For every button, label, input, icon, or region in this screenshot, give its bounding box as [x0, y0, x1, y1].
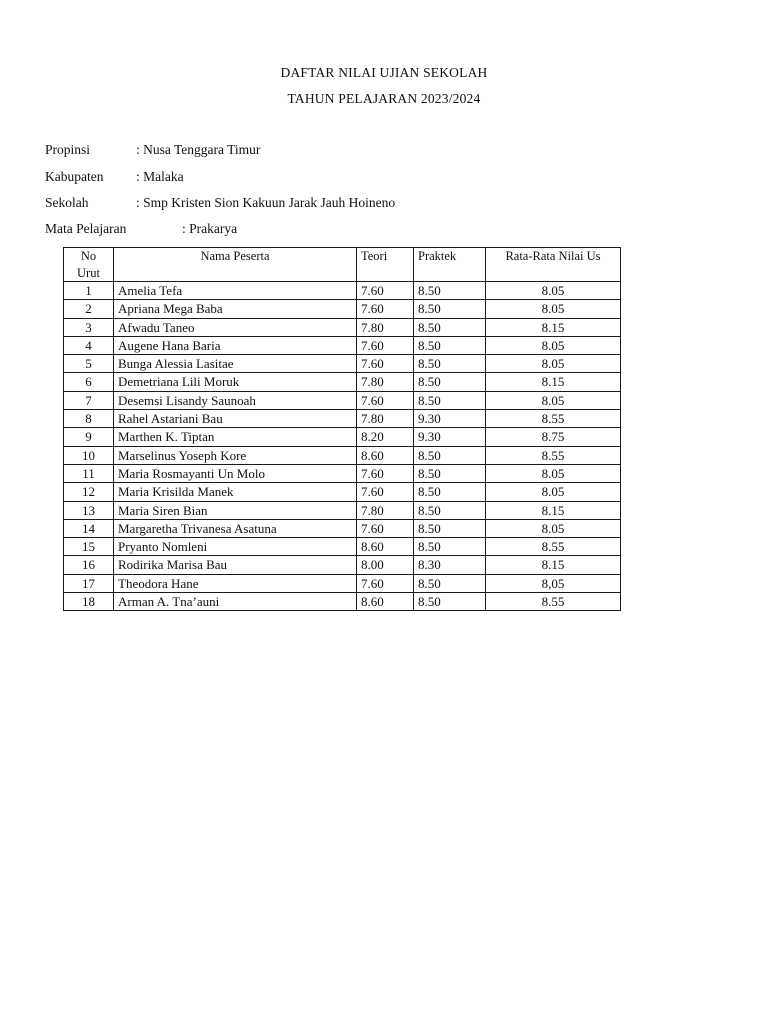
cell-no: 1 — [64, 282, 114, 300]
cell-rata-rata: 8.75 — [486, 428, 621, 446]
table-row — [64, 355, 621, 373]
info-label: Sekolah — [45, 195, 89, 210]
cell-nama: Rodirika Marisa Bau — [114, 556, 357, 574]
cell-teori: 7.60 — [357, 483, 414, 501]
header-teori: Teori — [357, 248, 414, 282]
cell-nama: Apriana Mega Baba — [114, 300, 357, 318]
cell-praktek: 9.30 — [414, 410, 486, 428]
info-label: Mata Pelajaran — [45, 221, 127, 236]
cell-rata-rata: 8.05 — [486, 336, 621, 354]
cell-no: 7 — [64, 391, 114, 409]
table-row — [64, 391, 621, 409]
cell-teori: 7.60 — [357, 519, 414, 537]
info-value: : Malaka — [136, 169, 184, 184]
cell-nama: Pryanto Nomleni — [114, 538, 357, 556]
info-label: Propinsi — [45, 142, 91, 157]
cell-nama: Augene Hana Baria — [114, 336, 357, 354]
cell-nama: Maria Siren Bian — [114, 501, 357, 519]
cell-praktek: 8.50 — [414, 501, 486, 519]
cell-praktek: 8.50 — [414, 318, 486, 336]
cell-rata-rata: 8.05 — [486, 464, 621, 482]
cell-praktek: 8.50 — [414, 336, 486, 354]
info-label: Kabupaten — [45, 169, 104, 184]
cell-praktek: 9.30 — [414, 428, 486, 446]
table-row — [64, 282, 621, 300]
cell-no: 18 — [64, 593, 114, 611]
cell-praktek: 8.50 — [414, 300, 486, 318]
cell-no: 3 — [64, 318, 114, 336]
cell-teori: 7.60 — [357, 574, 414, 592]
cell-teori: 7.60 — [357, 282, 414, 300]
cell-praktek: 8.50 — [414, 464, 486, 482]
cell-rata-rata: 8.05 — [486, 519, 621, 537]
cell-no: 10 — [64, 446, 114, 464]
cell-rata-rata: 8.05 — [486, 391, 621, 409]
cell-nama: Maria Krisilda Manek — [114, 483, 357, 501]
table-row — [64, 464, 621, 482]
cell-rata-rata: 8.15 — [486, 373, 621, 391]
cell-no: 12 — [64, 483, 114, 501]
cell-no: 4 — [64, 336, 114, 354]
cell-rata-rata: 8.55 — [486, 446, 621, 464]
table-header-row — [64, 248, 621, 282]
cell-teori: 7.60 — [357, 300, 414, 318]
cell-praktek: 8.50 — [414, 446, 486, 464]
table-row — [64, 318, 621, 336]
table-row — [64, 556, 621, 574]
cell-rata-rata: 8.55 — [486, 410, 621, 428]
table-row — [64, 336, 621, 354]
header-no-urut: No Urut — [64, 248, 114, 282]
cell-rata-rata: 8.15 — [486, 318, 621, 336]
table-row — [64, 428, 621, 446]
cell-no: 8 — [64, 410, 114, 428]
cell-no: 6 — [64, 373, 114, 391]
document-subtitle: TAHUN PELAJARAN 2023/2024 — [287, 91, 481, 106]
cell-praktek: 8.50 — [414, 519, 486, 537]
cell-no: 17 — [64, 574, 114, 592]
cell-rata-rata: 8.55 — [486, 538, 621, 556]
cell-teori: 7.80 — [357, 501, 414, 519]
cell-rata-rata: 8.05 — [486, 300, 621, 318]
cell-teori: 7.60 — [357, 464, 414, 482]
cell-rata-rata: 8.05 — [486, 282, 621, 300]
cell-teori: 8.60 — [357, 538, 414, 556]
cell-teori: 7.60 — [357, 391, 414, 409]
table-row — [64, 519, 621, 537]
table-row — [64, 501, 621, 519]
table-row — [64, 410, 621, 428]
cell-teori: 7.80 — [357, 410, 414, 428]
cell-nama: Margaretha Trivanesa Asatuna — [114, 519, 357, 537]
info-value: : Smp Kristen Sion Kakuun Jarak Jauh Hoineno — [136, 195, 396, 210]
cell-praktek: 8.50 — [414, 483, 486, 501]
cell-nama: Maria Rosmayanti Un Molo — [114, 464, 357, 482]
cell-teori: 7.80 — [357, 373, 414, 391]
info-value: : Prakarya — [182, 221, 238, 236]
cell-praktek: 8.30 — [414, 556, 486, 574]
cell-no: 16 — [64, 556, 114, 574]
table-row — [64, 483, 621, 501]
cell-praktek: 8.50 — [414, 574, 486, 592]
cell-no: 9 — [64, 428, 114, 446]
cell-nama: Amelia Tefa — [114, 282, 357, 300]
cell-praktek: 8.50 — [414, 282, 486, 300]
document-title: DAFTAR NILAI UJIAN SEKOLAH — [280, 65, 488, 80]
cell-no: 5 — [64, 355, 114, 373]
header-rata-rata: Rata-Rata Nilai Us — [486, 248, 621, 282]
cell-rata-rata: 8.15 — [486, 556, 621, 574]
cell-nama: Theodora Hane — [114, 574, 357, 592]
info-value: : Nusa Tenggara Timur — [136, 142, 261, 157]
table-row — [64, 593, 621, 611]
cell-rata-rata: 8.05 — [486, 483, 621, 501]
cell-praktek: 8.50 — [414, 373, 486, 391]
cell-teori: 7.60 — [357, 355, 414, 373]
table-row — [64, 300, 621, 318]
cell-nama: Marthen K. Tiptan — [114, 428, 357, 446]
cell-no: 2 — [64, 300, 114, 318]
cell-praktek: 8.50 — [414, 538, 486, 556]
table-row — [64, 373, 621, 391]
cell-nama: Marselinus Yoseph Kore — [114, 446, 357, 464]
cell-no: 13 — [64, 501, 114, 519]
cell-praktek: 8.50 — [414, 593, 486, 611]
header-praktek: Praktek — [414, 248, 486, 282]
cell-rata-rata: 8,05 — [486, 574, 621, 592]
cell-rata-rata: 8.05 — [486, 355, 621, 373]
cell-praktek: 8.50 — [414, 391, 486, 409]
table-row — [64, 538, 621, 556]
header-nama-peserta: Nama Peserta — [114, 248, 357, 282]
cell-teori: 8.60 — [357, 446, 414, 464]
cell-no: 11 — [64, 464, 114, 482]
cell-nama: Bunga Alessia Lasitae — [114, 355, 357, 373]
cell-teori: 7.80 — [357, 318, 414, 336]
cell-teori: 8.20 — [357, 428, 414, 446]
cell-praktek: 8.50 — [414, 355, 486, 373]
cell-teori: 7.60 — [357, 336, 414, 354]
table-row — [64, 574, 621, 592]
cell-nama: Desemsi Lisandy Saunoah — [114, 391, 357, 409]
cell-nama: Rahel Astariani Bau — [114, 410, 357, 428]
cell-rata-rata: 8.15 — [486, 501, 621, 519]
cell-rata-rata: 8.55 — [486, 593, 621, 611]
table-row — [64, 446, 621, 464]
grades-table — [63, 247, 621, 611]
cell-nama: Arman A. Tna’auni — [114, 593, 357, 611]
cell-nama: Demetriana Lili Moruk — [114, 373, 357, 391]
cell-no: 15 — [64, 538, 114, 556]
cell-no: 14 — [64, 519, 114, 537]
cell-nama: Afwadu Taneo — [114, 318, 357, 336]
cell-teori: 8.00 — [357, 556, 414, 574]
cell-teori: 8.60 — [357, 593, 414, 611]
